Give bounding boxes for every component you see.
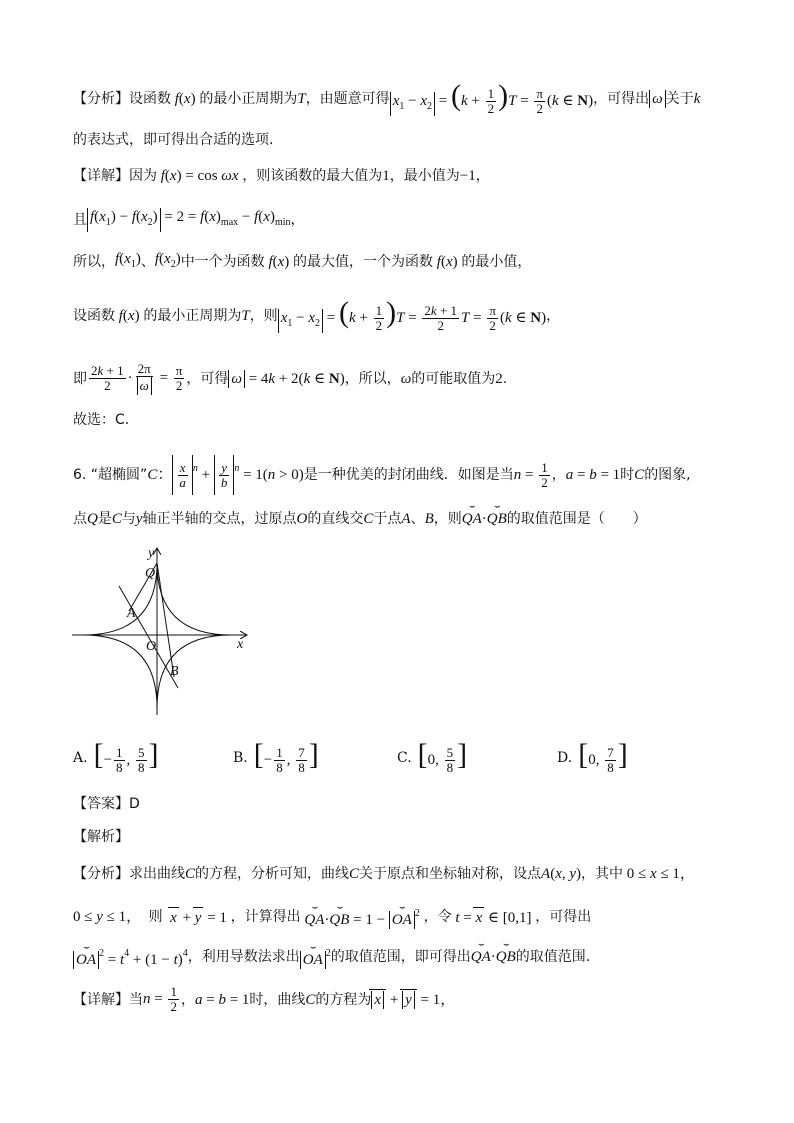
question-6-line-2: 点 Q 是 C 与 y 轴正半轴的交点，过原点 O 的直线交 C 于点 A 、 B ，则 ⌣ QA·⌣ QB 的取值范围是（ ） [73, 509, 647, 529]
option-b: B. [− $\frac{1}{8}$ , $\frac{7}{8}$ ] [233, 738, 319, 776]
answer-line [73, 794, 140, 814]
option-d: D. [0, $\frac{7}{8}$ ] [557, 738, 628, 776]
analysis2-line-1: 【分析】 求出曲线 C 的方程，分析可知，曲线 C 关于原点和坐标轴对称，设点 A(x, y) ，其中 0 ≤ x ≤ 1， [73, 866, 695, 882]
detail-line-5: 即 $\frac{2k + 1}{2}$ · $\frac{2\pi}{\omega}$ = $\frac{\pi}{2}$ ，可得 ω = 4k + 2(k ∈ N) ，所以， ω 的可能取值为 2 . [73, 361, 508, 393]
detail2-line-1: 【详解】 当 n = $\frac{1}{2}$ ， a = b = 1 时，曲线 C 的方程为 x + y = 1， [73, 984, 456, 1014]
analysis-line-2: 的表达式，即可得出合适的选项. [73, 132, 274, 148]
detail-line-2: 且 $f(x_1) - f(x_2) = 2 = f(x)_{max} - f(x)_{min}$ ， [73, 207, 305, 233]
question-6-line-1: 6. “超椭圆” C： $\frac{x}{a}$ $^n$ + $\frac{y}{b}$ $^n$ = 1(n > 0) 是一种优美的封闭曲线．如图是当 n = $\frac{1}{2}$ ， a = b = 1 时 C 的图象, [73, 455, 691, 495]
label-B: B [170, 664, 179, 679]
option-c: C. [0, $\frac{5}{8}$ ] [397, 738, 468, 776]
label-A: A [127, 606, 136, 621]
detail-line-3: 所以， $f(x_1)$ 、 $f(x_2)$ 中一个为函数 f(x) 的最大值，一个为函数 f(x) 的最小值， [73, 251, 532, 270]
label-Q: Q [145, 566, 156, 581]
label-x: x [237, 637, 244, 652]
detail-line-1: 【详解】 因为 f(x) = cos ωx ，则该函数的最大值为 1 ，最小值为 −1 ， [73, 168, 490, 184]
answer-tag: 【答案】 [73, 796, 129, 812]
analysis2-line-2: 0 ≤ y ≤ 1， 则 x + y = 1 ，计算得出 ⌣ QA·⌣ QB = 1 − ⌣ OA $^2$ ，令 t = x ∈ [0,1] ，可得出 [73, 904, 591, 930]
segment-QB [157, 563, 174, 677]
detail-line-6: 故选：C. [73, 412, 130, 428]
analysis-tag: 【分析】 [73, 90, 129, 107]
answer-value: D [129, 796, 140, 812]
analysis2-line-3: ⌣ OA $^2 = t^4 + (1 - t)^4$ ，利用导数法求出 ⌣ OA $^2$ 的取值范围，即可得出 ⌣ QA·⌣ QB 的取值范围. [73, 944, 590, 970]
super-ellipse-figure [66, 543, 256, 723]
detail-line-4: 设函数 f(x) 的最小正周期为 T ，则 $x_1 - x_2 = (k$ + $\frac{1}{2}$ )T = $\frac{2k + 1}{2}$ T = $\frac{\pi}{2}$ (k ∈ N) ， [73, 296, 561, 334]
label-O: O [146, 639, 157, 654]
detail-tag: 【详解】 [73, 168, 129, 184]
analysis-line-1: 【分析】 设函数 f(x) 的最小正周期为 T ，由题意可得 $x_1 - x_2 = (k$ + $\frac{1}{2}$ )T = $\frac{\pi}{2}$ (k ∈ N) ，可得出 ω 关于 k [73, 79, 701, 117]
analysis-heading: 【解析】 [73, 829, 129, 845]
label-y: y [148, 546, 155, 561]
option-a: A. [− $\frac{1}{8}$ , $\frac{5}{8}$ ] [73, 738, 159, 776]
